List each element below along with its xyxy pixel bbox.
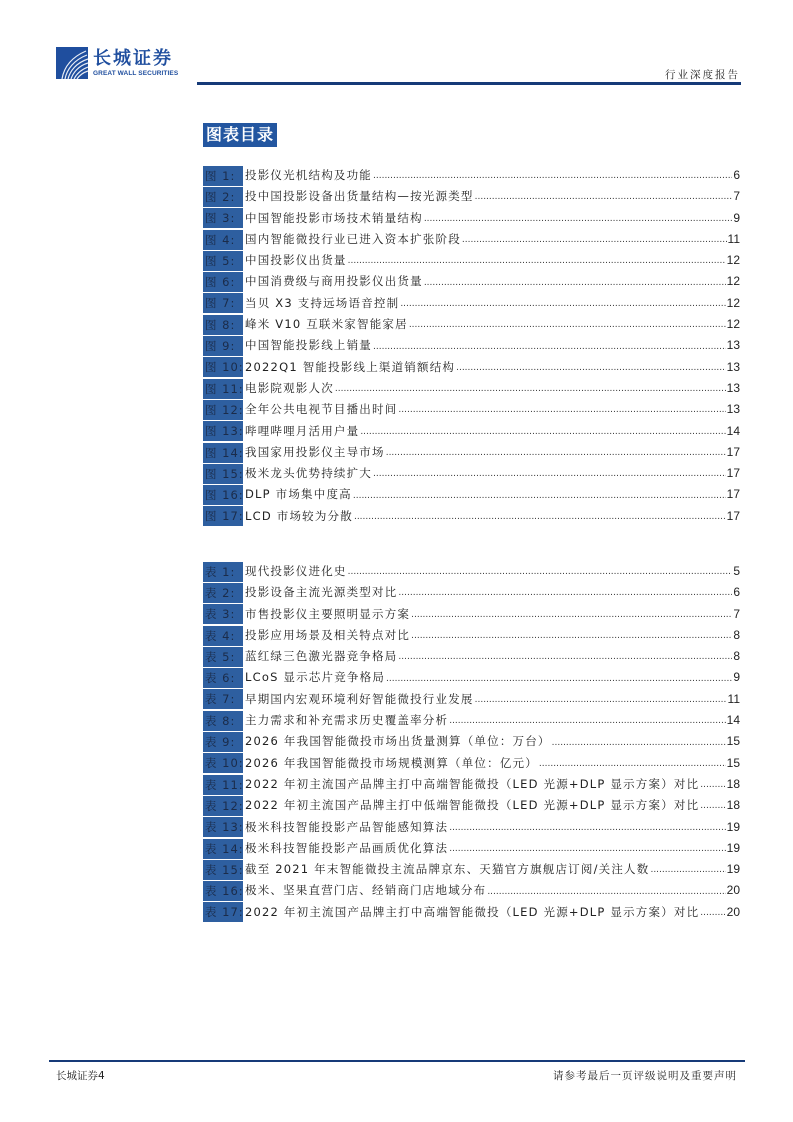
table-label: 表 2:: [203, 583, 243, 603]
table-title: 截至 2021 年末智能微投主流品牌京东、天猫官方旗舰店订阅/关注人数: [245, 862, 650, 877]
figure-page-number: 12: [726, 317, 740, 332]
dot-leader: [409, 315, 726, 336]
figure-entry[interactable]: [203, 442, 740, 463]
table-page-number: 7: [733, 606, 740, 621]
table-page-number: 19: [726, 840, 740, 855]
figure-label: 图 13:: [203, 421, 243, 441]
great-wall-logo-icon: [56, 47, 88, 79]
table-list: [203, 561, 740, 923]
table-entry[interactable]: [203, 561, 740, 582]
figure-page-number: 13: [726, 402, 740, 417]
figure-entry[interactable]: [203, 463, 740, 484]
figure-label: 图 17:: [203, 506, 243, 526]
table-page-number: 6: [733, 585, 740, 600]
figure-page-number: 17: [726, 508, 740, 523]
figure-label: 图 10:: [203, 357, 243, 377]
figure-page-number: 13: [726, 338, 740, 353]
dot-leader: [360, 422, 725, 443]
figure-label: 图 12:: [203, 400, 243, 420]
figure-entry[interactable]: [203, 484, 740, 505]
table-page-number: 8: [733, 649, 740, 664]
table-entry[interactable]: [203, 625, 740, 646]
table-page-number: 14: [726, 713, 740, 728]
table-label: 表 1:: [203, 562, 243, 582]
table-label: 表 4:: [203, 626, 243, 646]
table-label: 表 13:: [203, 817, 243, 837]
figure-page-number: 13: [726, 359, 740, 374]
table-label: 表 11:: [203, 775, 243, 795]
table-title: 投影设备主流光源类型对比: [245, 585, 398, 600]
figure-label: 图 2:: [203, 187, 243, 207]
table-title: 极米科技智能投影产品画质优化算法: [245, 840, 449, 855]
table-page-number: 19: [726, 862, 740, 877]
figure-title: 当贝 X3 支持远场语音控制: [245, 295, 400, 310]
dot-leader: [475, 690, 727, 711]
company-logo: [56, 47, 178, 79]
figure-title: 国内智能微投行业已进入资本扩张阶段: [245, 231, 461, 246]
table-label: 表 9:: [203, 732, 243, 752]
table-page-number: 18: [726, 798, 740, 813]
table-label: 表 16:: [203, 881, 243, 901]
figure-label: 图 14:: [203, 443, 243, 463]
figure-entry[interactable]: [203, 208, 740, 229]
dot-leader: [348, 251, 726, 272]
dot-leader: [424, 273, 726, 294]
table-page-number: 15: [726, 734, 740, 749]
figure-title: 我国家用投影仪主导市场: [245, 444, 385, 459]
dot-leader: [354, 507, 726, 528]
table-entry[interactable]: [203, 902, 740, 923]
logo-chinese-name: 长城证券: [93, 47, 173, 69]
table-page-number: 5: [733, 564, 740, 578]
table-label: 表 6:: [203, 668, 243, 688]
figure-page-number: 6: [733, 168, 740, 182]
dot-leader: [386, 443, 726, 464]
figure-label: 图 6:: [203, 272, 243, 292]
table-entry[interactable]: [203, 753, 740, 774]
figure-page-number: 11: [727, 231, 740, 246]
table-entry[interactable]: [203, 604, 740, 625]
figure-title: 中国智能投影市场技术销量结构: [245, 210, 423, 225]
figure-title: 投影仪光机结构及功能: [245, 168, 372, 182]
figure-entry[interactable]: [203, 165, 740, 186]
table-page-number: 11: [727, 691, 740, 706]
figure-title: 峰米 V10 互联米家智能家居: [245, 317, 408, 332]
table-label: 表 8:: [203, 711, 243, 731]
figure-label: 图 8:: [203, 315, 243, 335]
table-entry[interactable]: [203, 859, 740, 880]
toc-title: 图表目录: [203, 123, 277, 147]
figure-title: 哔哩哔哩月活用户量: [245, 423, 360, 438]
table-entry[interactable]: [203, 880, 740, 901]
figure-title: LCD 市场较为分散: [245, 508, 353, 523]
footer-company-page: 长城证券4: [56, 1070, 105, 1082]
table-title: 极米、坚果直营门店、经销商门店地域分布: [245, 883, 487, 898]
table-entry[interactable]: [203, 582, 740, 603]
figure-page-number: 12: [726, 253, 740, 268]
table-title: 极米科技智能投影产品智能感知算法: [245, 819, 449, 834]
dot-leader: [456, 358, 726, 379]
dot-leader: [449, 839, 725, 860]
figure-page-number: 14: [726, 423, 740, 438]
dot-leader: [335, 379, 726, 400]
figure-label: 图 9:: [203, 336, 243, 356]
dot-leader: [700, 796, 725, 817]
figure-label: 图 4:: [203, 230, 243, 250]
dot-leader: [700, 903, 725, 924]
table-title: 蓝红绿三色激光器竞争格局: [245, 649, 398, 664]
dot-leader: [462, 230, 727, 251]
table-title: 2022 年初主流国产品牌主打中高端智能微投（LED 光源+DLP 显示方案）对比: [245, 904, 700, 919]
dot-leader: [424, 209, 733, 230]
dot-leader: [398, 647, 732, 668]
header-divider: [197, 82, 741, 85]
table-label: 表 10:: [203, 753, 243, 773]
dot-leader: [348, 562, 733, 583]
figure-label: 图 3:: [203, 208, 243, 228]
dot-leader: [386, 669, 732, 690]
figure-title: 2022Q1 智能投影线上渠道销额结构: [245, 359, 456, 374]
table-label: 表 12:: [203, 796, 243, 816]
figure-entry[interactable]: [203, 314, 740, 335]
figure-title: 电影院观影人次: [245, 380, 334, 395]
figure-page-number: 12: [726, 274, 740, 289]
table-page-number: 19: [726, 819, 740, 834]
footer-divider: [49, 1060, 745, 1062]
dot-leader: [411, 626, 732, 647]
table-entry[interactable]: [203, 710, 740, 731]
table-entry[interactable]: [203, 774, 740, 795]
figure-entry[interactable]: [203, 506, 740, 527]
table-title: 2022 年初主流国产品牌主打中高端智能微投（LED 光源+DLP 显示方案）对比: [245, 776, 700, 791]
table-label: 表 17:: [203, 902, 243, 922]
figure-entry[interactable]: [203, 186, 740, 207]
figure-title: 中国投影仪出货量: [245, 253, 347, 268]
dot-leader: [449, 711, 725, 732]
figure-title: 中国消费级与商用投影仪出货量: [245, 274, 423, 289]
table-label: 表 15:: [203, 860, 243, 880]
table-title: 早期国内宏观环境利好智能微投行业发展: [245, 691, 474, 706]
dot-leader: [353, 486, 726, 507]
table-page-number: 8: [733, 627, 740, 642]
table-title: 主力需求和补充需求历史覆盖率分析: [245, 713, 449, 728]
logo-english-name: GREAT WALL SECURITIES: [93, 69, 179, 77]
dot-leader: [373, 337, 726, 358]
figure-page-number: 17: [726, 444, 740, 459]
table-entry[interactable]: [203, 667, 740, 688]
dot-leader: [552, 733, 726, 754]
figure-label: 图 5:: [203, 251, 243, 271]
table-entry[interactable]: [203, 689, 740, 710]
figure-label: 图 1:: [203, 166, 243, 186]
table-page-number: 18: [726, 776, 740, 791]
figure-entry[interactable]: [203, 293, 740, 314]
figure-list: [203, 165, 740, 527]
table-page-number: 9: [733, 670, 740, 685]
dot-leader: [475, 187, 733, 208]
dot-leader: [700, 775, 725, 796]
table-page-number: 20: [726, 883, 740, 898]
figure-label: 图 16:: [203, 485, 243, 505]
figure-entry[interactable]: [203, 357, 740, 378]
dot-leader: [487, 882, 725, 903]
dot-leader: [373, 166, 732, 187]
figure-page-number: 17: [726, 487, 740, 502]
figure-page-number: 17: [726, 466, 740, 481]
figure-entry[interactable]: [203, 335, 740, 356]
figure-page-number: 9: [733, 210, 740, 225]
dot-leader: [373, 464, 726, 485]
table-entry[interactable]: [203, 838, 740, 859]
table-title: 2026 年我国智能微投市场规模测算（单位：亿元）: [245, 755, 538, 770]
table-entry[interactable]: [203, 731, 740, 752]
figure-entry[interactable]: [203, 250, 740, 271]
table-title: 2022 年初主流国产品牌主打中低端智能微投（LED 光源+DLP 显示方案）对比: [245, 798, 700, 813]
table-title: 投影应用场景及相关特点对比: [245, 627, 411, 642]
table-label: 表 14:: [203, 839, 243, 859]
table-page-number: 20: [726, 904, 740, 919]
figure-entry[interactable]: [203, 399, 740, 420]
dot-leader: [398, 583, 732, 604]
dot-leader: [539, 754, 726, 775]
report-type-label: 行业深度报告: [665, 69, 740, 81]
table-title: 现代投影仪进化史: [245, 564, 347, 578]
table-entry[interactable]: [203, 817, 740, 838]
table-label: 表 5:: [203, 647, 243, 667]
figure-entry[interactable]: [203, 229, 740, 250]
dot-leader: [650, 860, 725, 881]
figure-title: 极米龙头优势持续扩大: [245, 466, 372, 481]
figure-label: 图 15:: [203, 464, 243, 484]
footer-disclaimer: 请参考最后一页评级说明及重要声明: [553, 1070, 737, 1082]
figure-label: 图 7:: [203, 293, 243, 313]
table-label: 表 3:: [203, 604, 243, 624]
figure-entry[interactable]: [203, 378, 740, 399]
figure-entry[interactable]: [203, 271, 740, 292]
dot-leader: [400, 294, 725, 315]
dot-leader: [398, 400, 725, 421]
figure-entry[interactable]: [203, 421, 740, 442]
dot-leader: [411, 605, 732, 626]
figure-label: 图 11:: [203, 379, 243, 399]
figure-title: DLP 市场集中度高: [245, 487, 352, 502]
figure-page-number: 7: [733, 189, 740, 204]
table-label: 表 7:: [203, 689, 243, 709]
figure-page-number: 12: [726, 295, 740, 310]
table-entry[interactable]: [203, 795, 740, 816]
figure-title: 中国智能投影线上销量: [245, 338, 372, 353]
table-title: 2026 年我国智能微投市场出货量测算（单位：万台）: [245, 734, 551, 749]
dot-leader: [449, 818, 725, 839]
table-title: 市售投影仪主要照明显示方案: [245, 606, 411, 621]
figure-page-number: 13: [726, 380, 740, 395]
figure-title: 全年公共电视节目播出时间: [245, 402, 398, 417]
figure-title: 投中国投影设备出货量结构—按光源类型: [245, 189, 474, 204]
table-entry[interactable]: [203, 646, 740, 667]
table-page-number: 15: [726, 755, 740, 770]
table-title: LCoS 显示芯片竞争格局: [245, 670, 386, 685]
